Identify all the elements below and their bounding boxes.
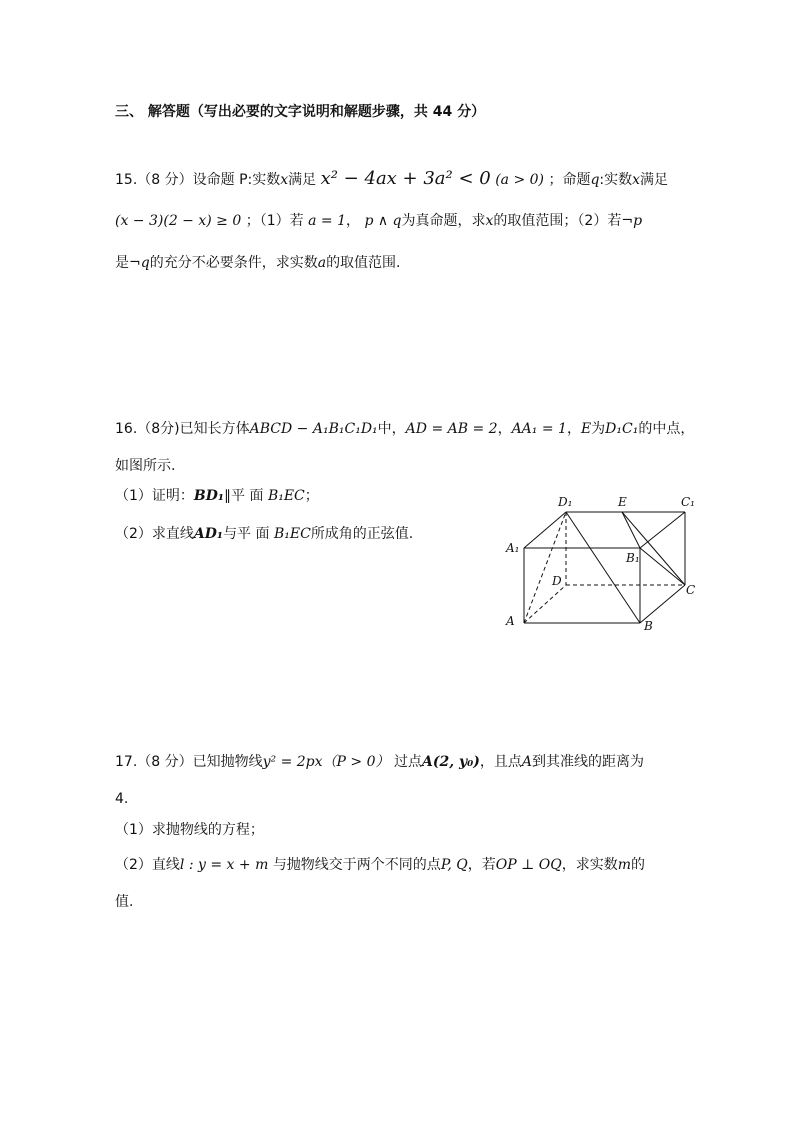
var-x: x bbox=[632, 172, 641, 188]
q15-text: 是 bbox=[115, 255, 129, 271]
q17-part-2 bbox=[115, 855, 645, 875]
label-b1: B₁ bbox=[626, 551, 640, 565]
q15-text: 满足 bbox=[640, 172, 669, 188]
label-a: A bbox=[506, 614, 515, 628]
q16-line-2: 如图所示. bbox=[115, 458, 176, 474]
q16-eq-ad-ab: AD = AB = 2 bbox=[405, 421, 498, 437]
hidden-edge-ad bbox=[524, 585, 566, 623]
q16-text: 16.（8分)已知长方体 bbox=[115, 421, 250, 437]
q16-text: 的中点， bbox=[638, 421, 695, 437]
q15-p-and-q: p ∧ q bbox=[364, 213, 402, 229]
label-c1: C₁ bbox=[681, 495, 695, 509]
var-q: q bbox=[590, 172, 600, 188]
segment-d1b bbox=[566, 512, 640, 623]
cuboid-figure bbox=[500, 492, 710, 632]
label-a1: A₁ bbox=[506, 541, 520, 555]
label-e: E bbox=[618, 495, 627, 509]
q16-text: ， bbox=[566, 421, 581, 437]
q17-text: 与抛物线交于两个不同的点 bbox=[272, 857, 441, 873]
var-a: a bbox=[317, 255, 327, 271]
q16-text: 中， bbox=[377, 421, 406, 437]
q17-line-1 bbox=[115, 752, 644, 772]
q17-text: ，若 bbox=[467, 857, 496, 873]
var-x: x bbox=[280, 172, 289, 188]
q16-line-1 bbox=[115, 419, 694, 439]
q15-text: 为真命题，求 bbox=[401, 213, 486, 229]
var-m: m bbox=[617, 857, 631, 873]
q16-part-1 bbox=[115, 486, 319, 506]
q15-text: 的取值范围. bbox=[326, 255, 401, 271]
q16-box-name: ABCD − A₁B₁C₁D₁ bbox=[249, 421, 378, 437]
q15-text: 15.（8 分）设命题 P:实数 bbox=[115, 172, 281, 188]
q17-perp: OP ⊥ OQ bbox=[495, 857, 562, 873]
q17-text: ，且点 bbox=[479, 754, 522, 770]
segment-d1c1: D₁C₁ bbox=[605, 421, 639, 437]
segment-b1c bbox=[640, 548, 685, 585]
q17-line-l: l : y = x + m bbox=[179, 857, 269, 873]
q15-line-3 bbox=[115, 253, 401, 273]
q16-part-2 bbox=[115, 524, 413, 544]
q15-line-2 bbox=[115, 211, 642, 231]
label-d: D bbox=[552, 574, 562, 588]
q15-inequality: x² − 4ax + 3a² < 0 bbox=[320, 168, 491, 189]
label-d1: D₁ bbox=[558, 495, 573, 509]
q15-text: 满足 bbox=[288, 172, 317, 188]
label-c: C bbox=[686, 583, 696, 597]
q17-text: 到其准线的距离为 bbox=[531, 754, 644, 770]
q17-text: 的 bbox=[630, 857, 645, 873]
q16-text: ∥平 面 bbox=[224, 488, 264, 504]
q15-not-q: ¬q bbox=[129, 255, 150, 271]
q17-parabola-eq: y² = 2px bbox=[262, 754, 323, 770]
q15-a-equals: a = 1 bbox=[308, 213, 346, 229]
q15-inequality-2: (x − 3)(2 − x) ≥ 0 bbox=[115, 213, 242, 229]
line-bd1: BD₁ bbox=[193, 488, 225, 504]
q16-text: ； bbox=[304, 488, 319, 504]
edge-b1c1 bbox=[640, 512, 685, 548]
q17-text: 17.（8 分）已知抛物线 bbox=[115, 754, 263, 770]
section-heading: 三、 解答题（写出必要的文字说明和解题步骤，共 44 分） bbox=[115, 104, 486, 120]
hidden-segment-ad1 bbox=[524, 512, 566, 623]
q16-text: （2）求直线 bbox=[115, 526, 194, 542]
label-b: B bbox=[644, 619, 653, 632]
q17-line-5: 值. bbox=[115, 894, 134, 910]
plane-b1ec: B₁EC bbox=[273, 526, 311, 542]
q16-text: （1）证明： bbox=[115, 488, 194, 504]
q17-condition: （P > 0） bbox=[322, 754, 390, 770]
q16-eq-aa1: AA₁ = 1 bbox=[511, 421, 567, 437]
q16-text: ， bbox=[497, 421, 512, 437]
q17-text: （2）直线 bbox=[115, 857, 180, 873]
point-a: A bbox=[521, 754, 532, 770]
q15-condition: (a > 0) bbox=[495, 172, 544, 188]
q15-text: ；命题 bbox=[548, 172, 591, 188]
q15-text: 的充分不必要条件，求实数 bbox=[149, 255, 318, 271]
line-ad1: AD₁ bbox=[193, 526, 224, 542]
q17-line-2: 4. bbox=[115, 791, 129, 807]
edge-bc bbox=[640, 585, 685, 623]
q15-line-1 bbox=[115, 169, 668, 190]
q16-text: 为 bbox=[591, 421, 606, 437]
q17-point-a: A(2, y₀) bbox=[421, 754, 480, 770]
plane-b1ec: B₁EC bbox=[267, 488, 305, 504]
q17-part-1: （1）求抛物线的方程； bbox=[115, 822, 264, 838]
q15-text: 的取值范围；（2）若 bbox=[493, 213, 622, 229]
q15-text: :实数 bbox=[599, 172, 633, 188]
q15-text: ， bbox=[345, 213, 360, 229]
var-x: x bbox=[485, 213, 494, 229]
points-pq: P, Q bbox=[440, 857, 468, 873]
q16-text: 与平 面 bbox=[223, 526, 270, 542]
q15-not-p: ¬p bbox=[621, 213, 643, 229]
point-e: E bbox=[580, 421, 592, 437]
q17-text: ，求实数 bbox=[561, 857, 618, 873]
q16-text: 所成角的正弦值. bbox=[310, 526, 414, 542]
q17-text: 过点 bbox=[393, 754, 422, 770]
q15-text: ；（1）若 bbox=[245, 213, 304, 229]
